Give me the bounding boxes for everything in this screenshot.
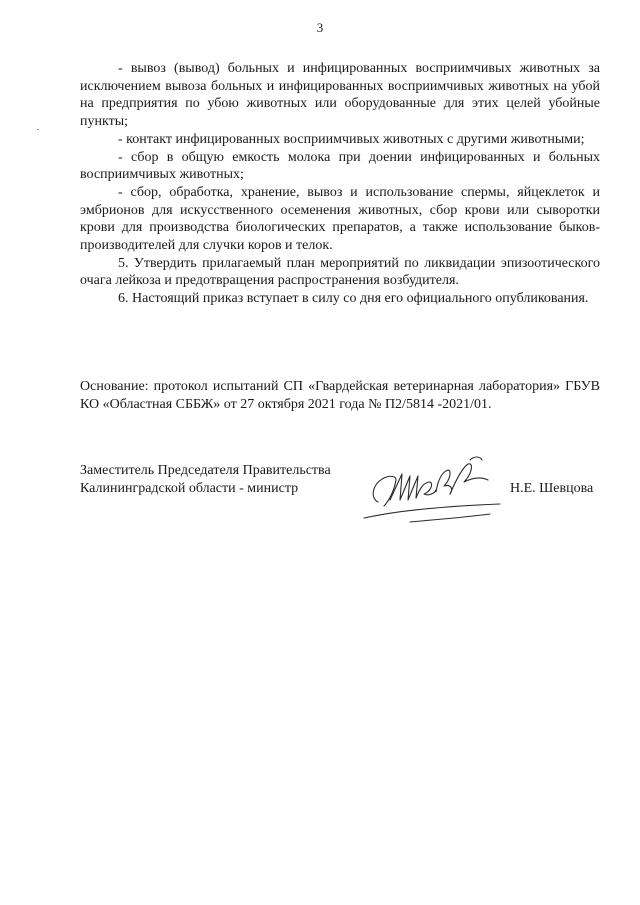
clause-5: 5. Утвердить прилагаемый план мероприятий по ликвидации эпизоотического очага лейкоза и предотвращения распространения возбудителя.: [80, 255, 600, 289]
basis-note: Основание: протокол испытаний СП «Гвардейская ветеринарная лаборатория» ГБУВ КО «Областная СББЖ» от 27 октября 2021 года № П2/5814 -2021/01.: [80, 379, 600, 412]
signatory-name: Н.Е. Шевцова: [510, 481, 594, 496]
signatory-title-line-2: Калининградской области - министр: [80, 481, 299, 496]
list-item-milk: - сбор в общую емкость молока при доении инфицированных и больных восприимчивых животных;: [80, 149, 600, 183]
margin-mark: [37, 129, 39, 130]
page-number: 3: [316, 20, 324, 35]
clause-6: 6. Настоящий приказ вступает в силу со дня его официального опубликования.: [118, 291, 589, 307]
list-item-sperm: - сбор, обработка, хранение, вывоз и использование спермы, яйцеклеток и эмбрионов для искусственного осеменения животных, сбор крови или сыворотки крови для производства биологических препаратов, а также использование быков-производителей для случки коров и телок.: [80, 184, 600, 254]
document-body: [80, 60, 600, 308]
list-item-removal: - вывоз (вывод) больных и инфицированных восприимчивых животных за исключением вывоза больных и инфицированных восприимчивых животных на убой на предприятия по убою животных или оборудованные для этих целей убойные пункты;: [80, 61, 600, 130]
signatory-title: [80, 462, 331, 498]
signatory-title-line-1: Заместитель Председателя Правительства: [80, 463, 331, 478]
handwritten-signature: [350, 440, 510, 530]
list-item-contact: - контакт инфицированных восприимчивых животных с другими животными;: [118, 131, 585, 147]
